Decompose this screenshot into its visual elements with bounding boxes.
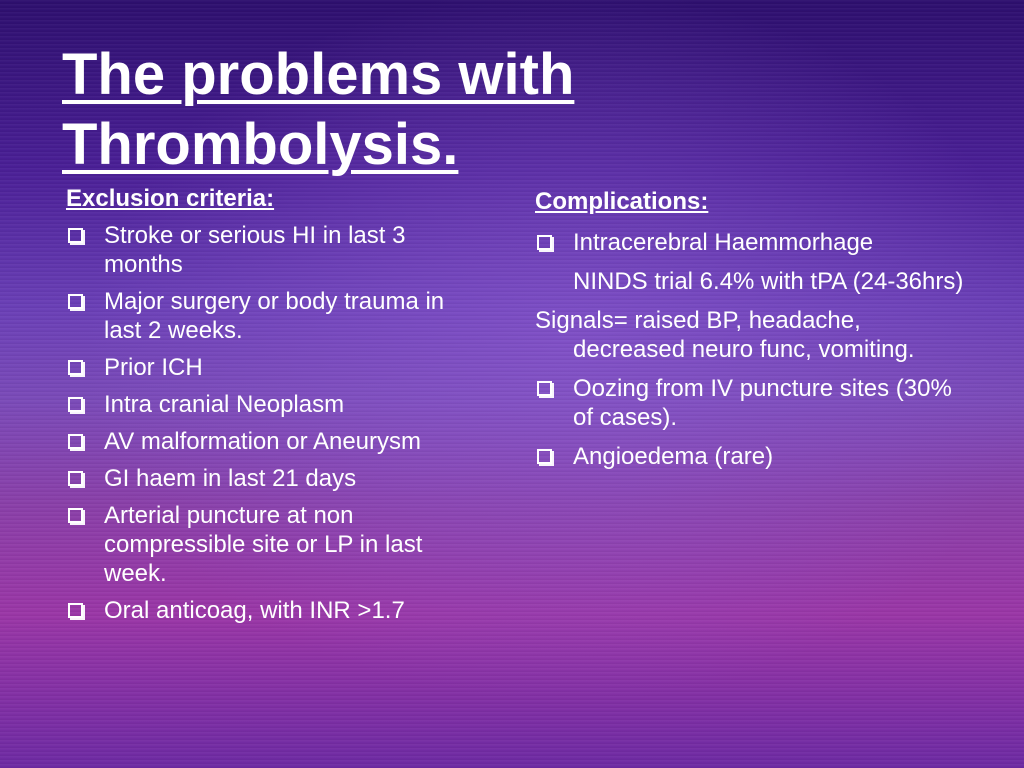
slide-title: The problems with Thrombolysis.	[62, 42, 575, 177]
list-item-text: GI haem in last 21 days	[104, 465, 357, 492]
list-item-text: Oral anticoag, with INR >1.7	[104, 597, 405, 624]
list-item	[535, 374, 975, 432]
checkbox-bullet-icon	[68, 228, 83, 243]
list-item	[66, 287, 486, 345]
checkbox-bullet-icon	[68, 294, 83, 309]
list-item	[535, 442, 975, 471]
exclusion-criteria-list	[66, 221, 486, 625]
list-item	[66, 596, 486, 625]
complications-heading: Complications:	[535, 188, 709, 215]
complications-list-b	[535, 374, 975, 471]
exclusion-criteria-heading: Exclusion criteria:	[66, 185, 275, 212]
list-item-text: Stroke or serious HI in last 3 months	[104, 222, 406, 278]
list-item	[66, 221, 486, 279]
checkbox-bullet-icon	[68, 508, 83, 523]
list-item	[66, 353, 486, 382]
list-item	[66, 427, 486, 456]
checkbox-bullet-icon	[68, 360, 83, 375]
checkbox-bullet-icon	[68, 603, 83, 618]
list-item	[66, 464, 486, 493]
signals-text: Signals= raised BP, headache, decreased neuro func, vomiting.	[535, 307, 915, 363]
complications-column	[535, 187, 975, 481]
list-item-text: Oozing from IV puncture sites (30% of cases).	[573, 375, 952, 431]
list-item-text: Intra cranial Neoplasm	[104, 391, 345, 418]
checkbox-bullet-icon	[68, 471, 83, 486]
checkbox-bullet-icon	[537, 381, 552, 396]
list-item-text: Prior ICH	[104, 354, 203, 381]
list-item	[535, 228, 975, 257]
list-item-text: AV malformation or Aneurysm	[104, 428, 422, 455]
list-item	[66, 390, 486, 419]
checkbox-bullet-icon	[537, 235, 552, 250]
checkbox-bullet-icon	[68, 434, 83, 449]
ninds-trial-note: NINDS trial 6.4% with tPA (24-36hrs)	[573, 268, 964, 295]
exclusion-criteria-column	[66, 184, 486, 633]
checkbox-bullet-icon	[537, 449, 552, 464]
list-item-text: Intracerebral Haemmorhage	[573, 229, 874, 256]
complications-list-a	[535, 228, 975, 257]
checkbox-bullet-icon	[68, 397, 83, 412]
list-item	[66, 501, 486, 588]
list-item-text: Major surgery or body trauma in last 2 weeks.	[104, 288, 445, 344]
list-item-text: Angioedema (rare)	[573, 443, 774, 470]
list-item-text: Arterial puncture at non compressible site or LP in last week.	[104, 502, 423, 587]
